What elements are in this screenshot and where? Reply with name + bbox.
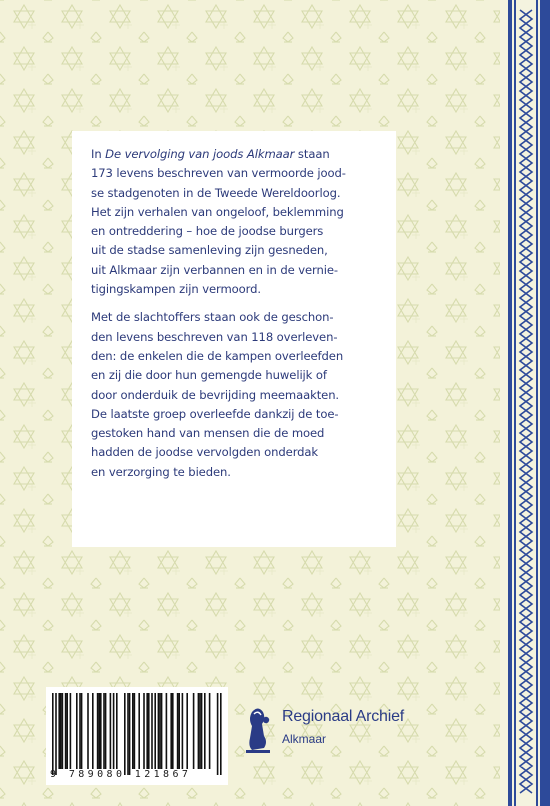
barcode-bar — [143, 693, 145, 769]
blurb-paragraph-2: Met de slachtoffers staan ook de geschon- den levens beschreven van 118 overleven- den: de enkelen die de kampen overleefden en zij die door hun gemengde huwelijk of door onderduik de bevrijding meemaakten. De laatste groep overleefde dankzij de toe- gestoken hand van mensen die de moed hadden de joodse vervolgden onderdak en verzorging te bieden. — [91, 310, 344, 479]
barcode-bar — [148, 693, 150, 769]
barcode-bar — [158, 693, 160, 769]
border-line-outer-left — [508, 0, 512, 806]
barcode-bar — [193, 693, 195, 769]
border-ornament — [500, 0, 550, 806]
barcode-bar — [124, 693, 126, 775]
blurb-panel — [72, 131, 396, 547]
barcode-bar — [65, 693, 67, 769]
barcode-bar — [66, 693, 68, 769]
barcode-bar — [166, 693, 168, 769]
barcode-bar — [138, 693, 140, 769]
barcode-bar — [178, 693, 180, 769]
barcode-bar — [76, 693, 78, 769]
blurb-paragraph-1-text: staan 173 levens beschreven van vermoorde jood- se stadgenoten in de Tweede Wereldoorlog. Het zijn verhalen van ongeloof, beklemming en ontreddering – hoe de joodse burgers uit de stadse samenleving zijn gesneden, uit Alkmaar zijn verbannen en in de vernie- tigingskampen zijn vermoord. — [91, 147, 346, 297]
barcode-bar — [151, 693, 153, 769]
barcode-bar — [220, 693, 222, 775]
barcode-bar — [98, 693, 100, 769]
barcode-bar — [127, 693, 129, 775]
barcode-bar — [172, 693, 174, 769]
barcode-bar — [58, 693, 60, 769]
border-line-inner-right — [536, 0, 538, 806]
barcode-bar — [81, 693, 83, 769]
barcode-bar — [161, 693, 163, 769]
barcode-bar — [92, 693, 94, 769]
barcode-bar — [100, 693, 102, 769]
barcode-bar — [132, 693, 134, 769]
publisher-city: Alkmaar — [282, 732, 327, 746]
barcode-bar — [79, 693, 81, 769]
decorative-blue-border — [500, 0, 550, 806]
barcode-bar — [199, 693, 201, 769]
barcode-bar — [204, 693, 206, 769]
barcode-bar — [159, 693, 161, 769]
barcode-bar — [129, 693, 131, 775]
blurb-prefix: In — [91, 147, 106, 161]
barcode-bar — [186, 693, 188, 769]
book-title: De vervolging van joods Alkmaar — [105, 147, 295, 161]
archief-figure-logo-icon — [242, 706, 276, 756]
barcode-bar — [134, 693, 136, 769]
blurb-paragraph-1 — [91, 145, 388, 299]
barcode-bar — [177, 693, 179, 769]
barcode-bar — [87, 693, 89, 769]
barcode-bar — [105, 693, 107, 769]
border-line-outer-right — [540, 0, 550, 806]
barcode-bar — [182, 693, 184, 769]
isbn-digits: 9 789080 121867 — [50, 769, 192, 780]
barcode-bar — [103, 693, 105, 769]
barcode-bar — [217, 693, 219, 775]
barcode-bar — [70, 693, 72, 769]
barcode-bar — [55, 693, 57, 775]
barcode-bar — [60, 693, 62, 769]
publisher-name: Regionaal Archief — [282, 708, 405, 725]
barcode-bar — [198, 693, 200, 769]
barcode-bar — [113, 693, 115, 769]
border-line-inner-left — [514, 0, 516, 806]
barcode-bar — [62, 693, 64, 769]
publisher-logo — [242, 706, 442, 756]
barcode-bar — [154, 693, 156, 769]
barcode-bar — [116, 693, 118, 769]
barcode-bar — [146, 693, 148, 769]
barcode-bar — [110, 693, 112, 769]
border-zigzag — [520, 10, 532, 793]
barcode-bar — [52, 693, 54, 775]
barcode-bar — [97, 693, 99, 769]
barcode-bar — [201, 693, 203, 769]
barcode-bar — [209, 693, 211, 769]
barcode-bar — [170, 693, 172, 769]
